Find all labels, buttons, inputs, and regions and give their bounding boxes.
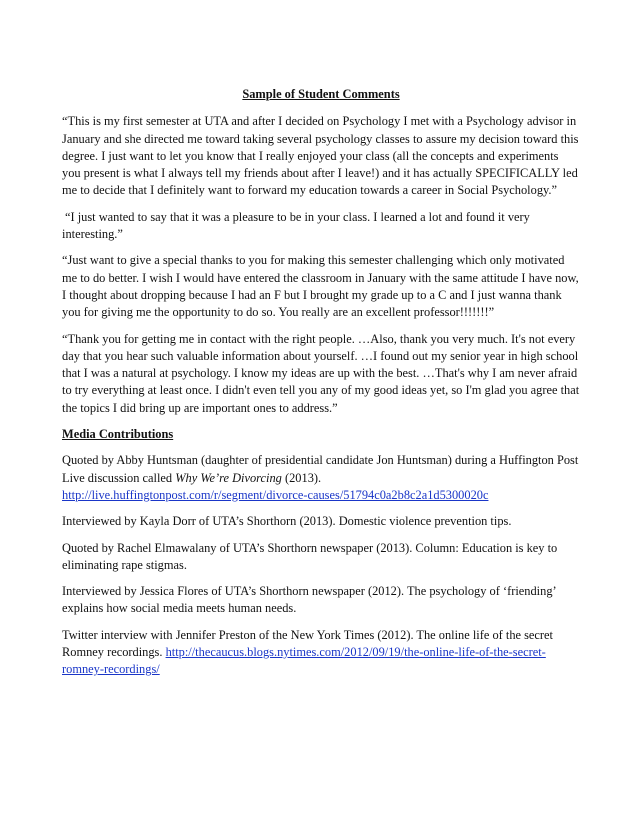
media-item-huntsman xyxy=(62,452,580,504)
media-item-dorr: Interviewed by Kayla Dorr of UTA’s Shorthorn (2013). Domestic violence prevention tips. xyxy=(62,514,512,529)
student-comment-2-text: “I just wanted to say that it was a pleasure to be in your class. I learned a lot and found it very interesting.” xyxy=(62,209,530,242)
media-item-huntsman-text: Quoted by Abby Huntsman (daughter of presidential candidate Jon Huntsman) during a Huffington Post Live discussion called xyxy=(62,453,579,485)
student-comment-2 xyxy=(62,209,580,244)
student-comment-1: “This is my first semester at UTA and after I decided on Psychology I met with a Psychology advisor in January and she directed me toward taking several psychology classes to assure my decision toward this degree. I just want to let you know that I really enjoyed your class (all the concepts and experiments you present is what I always tell my friends about after I leave!) and it has actually SPECIFICALLY led me to decide that I definitely want to forward my education towards a career in Social Psychology.” xyxy=(62,114,579,198)
media-item-elmawalany: Quoted by Rachel Elmawalany of UTA’s Shorthorn newspaper (2013). Column: Education is key to eliminating rape stigmas. xyxy=(62,540,558,572)
media-item-flores: Interviewed by Jessica Flores of UTA’s Shorthorn newspaper (2012). The psychology of ‘friending’ explains how social media meets human needs. xyxy=(62,584,556,616)
nytimes-link[interactable]: http://thecaucus.blogs.nytimes.com/2012/09/19/the-online-life-of-the-secret-romney-recordings/ xyxy=(62,645,546,677)
media-item-preston xyxy=(62,627,580,679)
media-contributions-heading: Media Contributions xyxy=(62,427,174,442)
media-item-preston-text: Twitter interview with Jennifer Preston of the New York Times (2012). The online life of the secret Romney recordings. xyxy=(62,627,553,660)
huffington-post-link[interactable]: http://live.huffingtonpost.com/r/segment/divorce-causes/51794c0a2b8c2a1d5300020c xyxy=(62,487,489,502)
student-comment-4: “Thank you for getting me in contact with the right people. …Also, thank you very much. It's not every day that you hear such valuable information about yourself. …I found out my senior year in high school that I was a natural at psychology. I know my ideas are up with the best. …That's why I am never afraid to try everything at least once. I didn't even tell you any of my good ideas yet, so I'm glad you agree that the topics I did bring up are important ones to address.” xyxy=(62,331,580,415)
page-title: Sample of Student Comments xyxy=(242,87,400,101)
student-comment-3: “Just want to give a special thanks to you for making this semester challenging which only motivated me to do better. I wish I would have entered the classroom in January with the same attitude I have now, I thought about dropping because I had an F but I brought my grade up to a C and I just wanna thank you for giving me the opportunity to do so. You really are an excellent professor!!!!!!!” xyxy=(62,253,579,320)
media-item-huntsman-year: (2013). xyxy=(281,470,322,485)
media-item-huntsman-show-title: Why We’re Divorcing xyxy=(175,470,282,485)
document-page xyxy=(62,86,580,688)
